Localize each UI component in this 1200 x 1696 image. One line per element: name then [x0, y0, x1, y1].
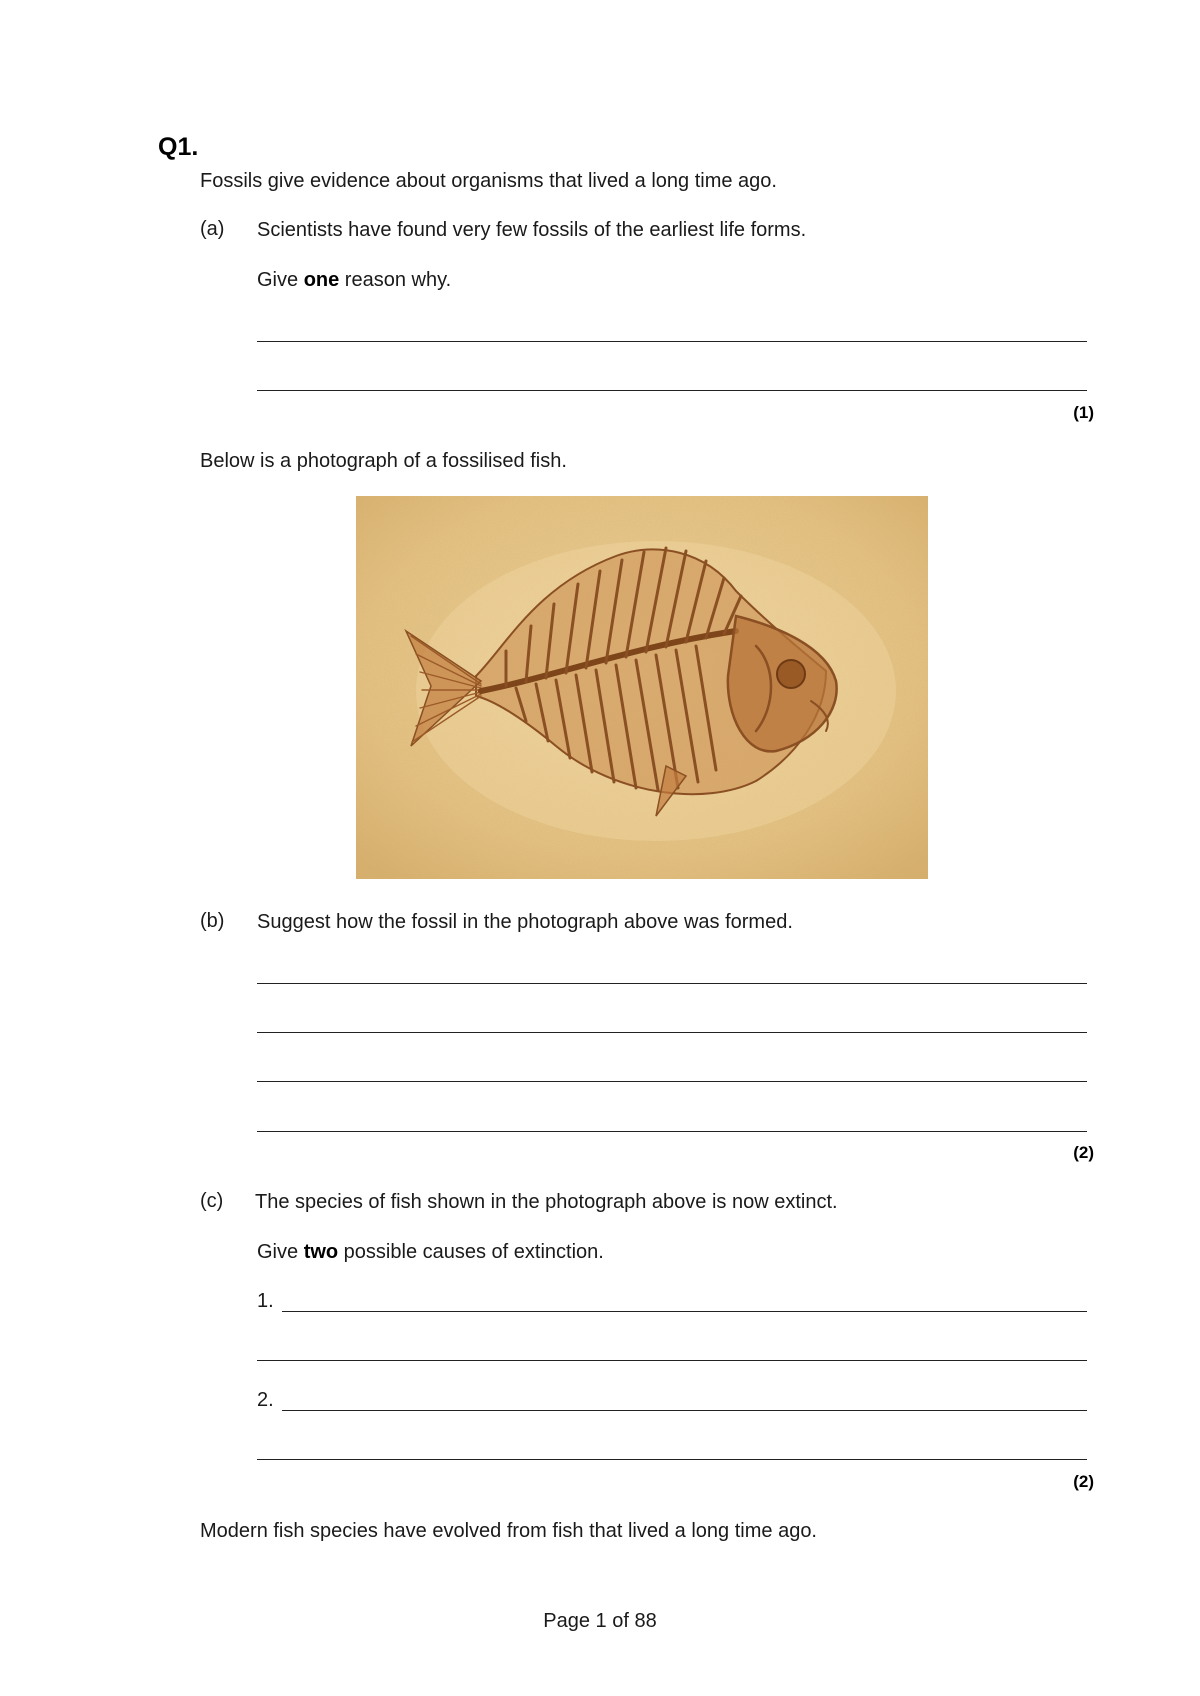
question-number: Q1.: [158, 133, 199, 161]
part-c-instruction: Give two possible causes of extinction.: [257, 1241, 604, 1263]
part-a-text: Scientists have found very few fossils of the earliest life forms.: [257, 219, 807, 241]
answer-line-c2b[interactable]: [257, 1459, 1087, 1460]
answer-line-c2a[interactable]: [282, 1410, 1087, 1411]
part-b-text: Suggest how the fossil in the photograph above was formed.: [257, 911, 793, 933]
emphasis-one: one: [303, 269, 340, 291]
answer-line-b1[interactable]: [257, 983, 1087, 984]
answer-line-b2[interactable]: [257, 1032, 1087, 1033]
answer-line-a1[interactable]: [257, 341, 1087, 342]
emphasis-two: two: [303, 1241, 339, 1263]
fossil-fish-photo: [356, 496, 928, 879]
marks-c: (2): [1073, 1472, 1094, 1491]
part-c-text: The species of fish shown in the photograph above is now extinct.: [255, 1191, 838, 1213]
answer-line-a2[interactable]: [257, 390, 1087, 391]
answer-line-c1b[interactable]: [257, 1360, 1087, 1361]
page-footer: Page 1 of 88: [543, 1610, 657, 1632]
part-c-label: (c): [200, 1190, 224, 1212]
closing-text: Modern fish species have evolved from fish that lived a long time ago.: [200, 1520, 817, 1542]
answer-line-b4[interactable]: [257, 1131, 1087, 1132]
answer-line-b3[interactable]: [257, 1081, 1087, 1082]
item-number-2: 2.: [257, 1389, 274, 1411]
part-a-label: (a): [200, 218, 225, 240]
question-intro: Fossils give evidence about organisms that lived a long time ago.: [200, 170, 777, 192]
answer-line-c1a[interactable]: [282, 1311, 1087, 1312]
part-a-instruction: Give one reason why.: [257, 269, 452, 291]
item-number-1: 1.: [257, 1290, 274, 1312]
marks-a: (1): [1073, 403, 1094, 422]
part-b-label: (b): [200, 910, 225, 932]
marks-b: (2): [1073, 1143, 1094, 1162]
photo-intro: Below is a photograph of a fossilised fish.: [200, 450, 567, 472]
